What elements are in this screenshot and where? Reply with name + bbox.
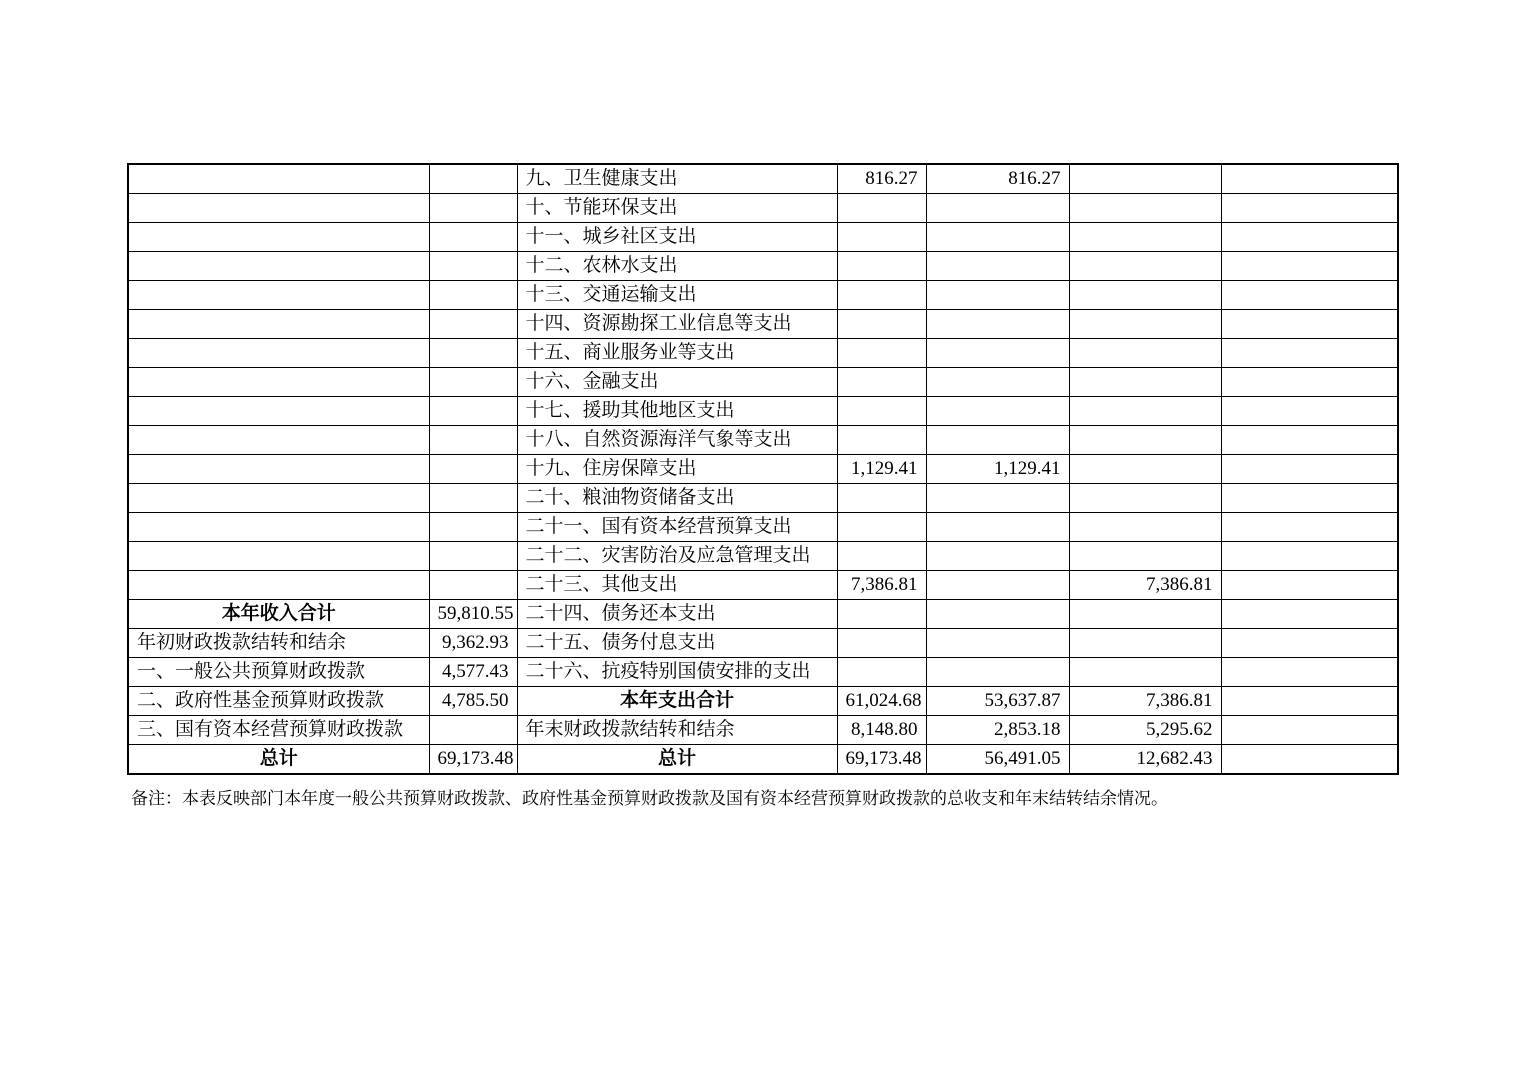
income-item-cell — [128, 484, 429, 513]
expense-item-cell: 十八、自然资源海洋气象等支出 — [517, 426, 837, 455]
expense-amount-1-cell — [837, 629, 926, 658]
expense-item-cell: 十二、农林水支出 — [517, 252, 837, 281]
expense-item-cell: 二十三、其他支出 — [517, 571, 837, 600]
expense-amount-4-cell — [1221, 281, 1398, 310]
table-row — [128, 513, 1398, 542]
expense-amount-1-cell — [837, 484, 926, 513]
expense-amount-1-cell — [837, 310, 926, 339]
expense-amount-1-cell — [837, 513, 926, 542]
table-row — [128, 310, 1398, 339]
expense-amount-4-cell — [1221, 600, 1398, 629]
expense-amount-2-cell — [926, 223, 1069, 252]
income-amount-cell: 69,173.48 — [429, 745, 517, 775]
expense-amount-3-cell — [1069, 252, 1221, 281]
expense-amount-1-cell: 8,148.80 — [837, 716, 926, 745]
expense-amount-1-cell: 7,386.81 — [837, 571, 926, 600]
expense-item-cell: 二十、粮油物资储备支出 — [517, 484, 837, 513]
expense-amount-1-cell — [837, 194, 926, 223]
expense-amount-1-cell — [837, 658, 926, 687]
table-row — [128, 571, 1398, 600]
table-row — [128, 426, 1398, 455]
expense-amount-1-cell: 69,173.48 — [837, 745, 926, 775]
expense-amount-1-cell — [837, 252, 926, 281]
income-item-cell — [128, 281, 429, 310]
expense-amount-4-cell — [1221, 745, 1398, 775]
budget-table — [127, 163, 1399, 775]
expense-item-cell: 九、卫生健康支出 — [517, 164, 837, 194]
expense-amount-1-cell — [837, 542, 926, 571]
expense-amount-3-cell — [1069, 600, 1221, 629]
income-item-cell — [128, 455, 429, 484]
income-item-cell — [128, 194, 429, 223]
table-row — [128, 658, 1398, 687]
expense-amount-1-cell — [837, 368, 926, 397]
expense-amount-1-cell — [837, 600, 926, 629]
income-item-cell — [128, 513, 429, 542]
income-item-cell — [128, 164, 429, 194]
expense-amount-1-cell — [837, 339, 926, 368]
expense-amount-3-cell — [1069, 484, 1221, 513]
expense-amount-3-cell — [1069, 164, 1221, 194]
expense-amount-1-cell: 61,024.68 — [837, 687, 926, 716]
expense-amount-3-cell — [1069, 223, 1221, 252]
expense-amount-4-cell — [1221, 455, 1398, 484]
expense-amount-1-cell: 1,129.41 — [837, 455, 926, 484]
expense-item-cell: 十七、援助其他地区支出 — [517, 397, 837, 426]
expense-amount-2-cell — [926, 600, 1069, 629]
table-row — [128, 281, 1398, 310]
expense-amount-3-cell: 7,386.81 — [1069, 687, 1221, 716]
income-amount-cell — [429, 310, 517, 339]
expense-amount-4-cell — [1221, 223, 1398, 252]
expense-item-cell: 二十二、灾害防治及应急管理支出 — [517, 542, 837, 571]
expense-amount-2-cell — [926, 339, 1069, 368]
income-amount-cell — [429, 513, 517, 542]
expense-amount-2-cell — [926, 368, 1069, 397]
expense-amount-2-cell — [926, 542, 1069, 571]
expense-amount-2-cell: 1,129.41 — [926, 455, 1069, 484]
expense-item-cell: 二十五、债务付息支出 — [517, 629, 837, 658]
expense-amount-2-cell: 53,637.87 — [926, 687, 1069, 716]
expense-amount-2-cell — [926, 629, 1069, 658]
expense-amount-2-cell: 2,853.18 — [926, 716, 1069, 745]
expense-amount-4-cell — [1221, 252, 1398, 281]
expense-amount-1-cell — [837, 426, 926, 455]
expense-item-cell: 总计 — [517, 745, 837, 775]
expense-item-cell: 年末财政拨款结转和结余 — [517, 716, 837, 745]
income-amount-cell — [429, 339, 517, 368]
income-amount-cell — [429, 368, 517, 397]
income-item-cell — [128, 310, 429, 339]
expense-amount-1-cell: 816.27 — [837, 164, 926, 194]
table-row — [128, 629, 1398, 658]
expense-item-cell: 十六、金融支出 — [517, 368, 837, 397]
income-item-cell: 本年收入合计 — [128, 600, 429, 629]
expense-amount-4-cell — [1221, 310, 1398, 339]
expense-item-cell: 十三、交通运输支出 — [517, 281, 837, 310]
expense-item-cell: 十一、城乡社区支出 — [517, 223, 837, 252]
expense-amount-3-cell — [1069, 629, 1221, 658]
expense-amount-4-cell — [1221, 513, 1398, 542]
table-row — [128, 339, 1398, 368]
expense-amount-4-cell — [1221, 194, 1398, 223]
expense-amount-2-cell — [926, 513, 1069, 542]
table-row — [128, 194, 1398, 223]
income-amount-cell — [429, 542, 517, 571]
expense-amount-3-cell — [1069, 310, 1221, 339]
expense-amount-2-cell — [926, 281, 1069, 310]
table-row — [128, 455, 1398, 484]
expense-amount-2-cell — [926, 426, 1069, 455]
expense-amount-4-cell — [1221, 164, 1398, 194]
expense-amount-4-cell — [1221, 542, 1398, 571]
income-item-cell — [128, 252, 429, 281]
expense-amount-4-cell — [1221, 397, 1398, 426]
expense-item-cell: 十、节能环保支出 — [517, 194, 837, 223]
expense-amount-2-cell — [926, 194, 1069, 223]
income-amount-cell: 59,810.55 — [429, 600, 517, 629]
table-footnote: 备注：本表反映部门本年度一般公共预算财政拨款、政府性基金预算财政拨款及国有资本经营预算财政拨款的总收支和年末结转结余情况。 — [131, 789, 1168, 808]
income-item-cell — [128, 368, 429, 397]
table-row — [128, 223, 1398, 252]
expense-amount-1-cell — [837, 281, 926, 310]
income-amount-cell — [429, 484, 517, 513]
expense-amount-4-cell — [1221, 716, 1398, 745]
income-item-cell — [128, 542, 429, 571]
expense-amount-2-cell: 816.27 — [926, 164, 1069, 194]
expense-amount-2-cell — [926, 658, 1069, 687]
expense-amount-2-cell: 56,491.05 — [926, 745, 1069, 775]
income-amount-cell — [429, 252, 517, 281]
expense-amount-2-cell — [926, 571, 1069, 600]
expense-amount-4-cell — [1221, 687, 1398, 716]
income-amount-cell — [429, 164, 517, 194]
income-item-cell: 总计 — [128, 745, 429, 775]
expense-amount-3-cell: 7,386.81 — [1069, 571, 1221, 600]
expense-amount-2-cell — [926, 484, 1069, 513]
income-amount-cell — [429, 426, 517, 455]
table-row — [128, 252, 1398, 281]
income-item-cell — [128, 426, 429, 455]
expense-amount-2-cell — [926, 397, 1069, 426]
income-item-cell — [128, 223, 429, 252]
income-item-cell: 年初财政拨款结转和结余 — [128, 629, 429, 658]
table-row — [128, 397, 1398, 426]
table-row — [128, 542, 1398, 571]
expense-amount-1-cell — [837, 397, 926, 426]
income-amount-cell — [429, 571, 517, 600]
expense-item-cell: 本年支出合计 — [517, 687, 837, 716]
income-amount-cell — [429, 223, 517, 252]
expense-amount-3-cell: 5,295.62 — [1069, 716, 1221, 745]
income-amount-cell: 9,362.93 — [429, 629, 517, 658]
income-item-cell — [128, 571, 429, 600]
income-amount-cell: 4,577.43 — [429, 658, 517, 687]
table-row — [128, 484, 1398, 513]
expense-amount-4-cell — [1221, 658, 1398, 687]
expense-amount-4-cell — [1221, 571, 1398, 600]
income-item-cell: 二、政府性基金预算财政拨款 — [128, 687, 429, 716]
expense-item-cell: 二十四、债务还本支出 — [517, 600, 837, 629]
expense-item-cell: 二十六、抗疫特别国债安排的支出 — [517, 658, 837, 687]
expense-item-cell: 二十一、国有资本经营预算支出 — [517, 513, 837, 542]
income-item-cell: 一、一般公共预算财政拨款 — [128, 658, 429, 687]
income-amount-cell — [429, 397, 517, 426]
expense-amount-3-cell — [1069, 339, 1221, 368]
income-amount-cell: 4,785.50 — [429, 687, 517, 716]
expense-amount-3-cell — [1069, 368, 1221, 397]
expense-amount-4-cell — [1221, 339, 1398, 368]
income-amount-cell — [429, 281, 517, 310]
expense-amount-3-cell: 12,682.43 — [1069, 745, 1221, 775]
expense-amount-3-cell — [1069, 281, 1221, 310]
expense-item-cell: 十九、住房保障支出 — [517, 455, 837, 484]
income-item-cell: 三、国有资本经营预算财政拨款 — [128, 716, 429, 745]
expense-item-cell: 十四、资源勘探工业信息等支出 — [517, 310, 837, 339]
expense-amount-3-cell — [1069, 513, 1221, 542]
expense-amount-3-cell — [1069, 658, 1221, 687]
expense-amount-3-cell — [1069, 194, 1221, 223]
income-amount-cell — [429, 455, 517, 484]
expense-amount-1-cell — [837, 223, 926, 252]
expense-amount-4-cell — [1221, 484, 1398, 513]
income-amount-cell — [429, 194, 517, 223]
expense-amount-2-cell — [926, 252, 1069, 281]
table-row — [128, 745, 1398, 775]
income-item-cell — [128, 339, 429, 368]
expense-amount-3-cell — [1069, 426, 1221, 455]
budget-table-body — [128, 164, 1398, 774]
expense-amount-2-cell — [926, 310, 1069, 339]
expense-amount-4-cell — [1221, 426, 1398, 455]
table-row — [128, 687, 1398, 716]
income-item-cell — [128, 397, 429, 426]
expense-amount-3-cell — [1069, 455, 1221, 484]
expense-item-cell: 十五、商业服务业等支出 — [517, 339, 837, 368]
expense-amount-4-cell — [1221, 629, 1398, 658]
table-row — [128, 600, 1398, 629]
table-row — [128, 368, 1398, 397]
income-amount-cell — [429, 716, 517, 745]
table-row — [128, 164, 1398, 194]
table-row — [128, 716, 1398, 745]
expense-amount-3-cell — [1069, 542, 1221, 571]
expense-amount-4-cell — [1221, 368, 1398, 397]
expense-amount-3-cell — [1069, 397, 1221, 426]
